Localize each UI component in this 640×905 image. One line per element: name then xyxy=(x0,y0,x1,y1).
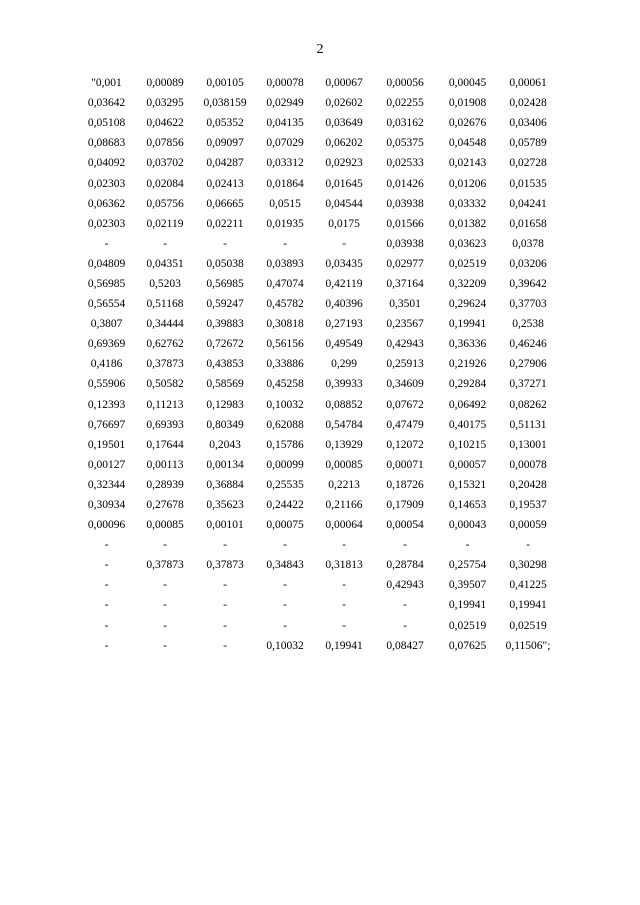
table-row xyxy=(78,435,558,455)
table-cell: - xyxy=(283,237,287,250)
table-cell: 0,36336 xyxy=(448,338,487,351)
table-cell: 0,69369 xyxy=(87,338,126,351)
table-cell: 0,39933 xyxy=(325,378,363,391)
table-cell: 0,00089 xyxy=(146,77,184,90)
table-cell: 0,01935 xyxy=(266,217,304,230)
table-cell: 0,02413 xyxy=(206,177,244,190)
table-cell: 0,03623 xyxy=(448,237,487,250)
table-cell: 0,37703 xyxy=(509,298,547,311)
table-cell: 0,05352 xyxy=(206,117,244,130)
table-cell: 0,00067 xyxy=(325,77,363,90)
table-cell: - xyxy=(283,619,287,632)
table-cell: 0,17644 xyxy=(146,438,184,451)
table-cell: 0,27193 xyxy=(325,318,363,331)
table-cell: 0,02255 xyxy=(386,97,424,110)
table-cell: 0,02303 xyxy=(87,217,126,230)
table-cell: - xyxy=(342,539,346,552)
table-cell: - xyxy=(104,237,109,250)
table-cell: - xyxy=(223,237,227,250)
table-cell: 0,12983 xyxy=(206,398,244,411)
table-cell: 0,24422 xyxy=(266,499,304,512)
table-cell: 0,13001 xyxy=(509,438,547,451)
values-table-body xyxy=(78,73,558,656)
table-cell: 0,00071 xyxy=(386,458,424,471)
table-cell: - xyxy=(223,639,227,652)
table-cell: 0,43853 xyxy=(206,358,244,371)
table-row xyxy=(78,274,558,294)
table-cell: 0,46246 xyxy=(509,338,547,351)
table-cell: 0,54784 xyxy=(325,418,363,431)
table-cell: 0,02676 xyxy=(448,117,487,130)
table-row xyxy=(78,234,558,254)
table-cell: 0,42943 xyxy=(386,579,424,592)
table-cell: 0,37873 xyxy=(206,559,244,572)
table-cell: 0,03162 xyxy=(386,117,424,130)
table-cell: 0,5203 xyxy=(149,277,181,290)
table-cell: 0,31813 xyxy=(325,559,363,572)
table-cell: 0,03893 xyxy=(266,257,304,270)
table-cell: 0,49549 xyxy=(325,338,363,351)
table-cell: 0,02428 xyxy=(509,97,547,110)
table-cell: 0,0378 xyxy=(512,237,544,250)
table-cell: 0,62088 xyxy=(266,418,304,431)
table-cell: 0,00085 xyxy=(325,458,363,471)
table-cell: 0,07856 xyxy=(146,137,184,150)
table-cell: 0,19941 xyxy=(448,318,487,331)
table-cell: 0,01566 xyxy=(386,217,424,230)
table-cell: 0,04351 xyxy=(146,257,184,270)
table-cell: - xyxy=(283,579,287,592)
table-cell: 0,00134 xyxy=(206,458,244,471)
table-cell: 0,23567 xyxy=(386,318,424,331)
table-cell: 0,34843 xyxy=(266,559,304,572)
table-cell: 0,04548 xyxy=(448,137,487,150)
table-cell: 0,0515 xyxy=(269,197,301,210)
table-cell: 0,00059 xyxy=(509,519,547,532)
table-cell: 0,04092 xyxy=(87,157,126,170)
table-cell: 0,07672 xyxy=(386,398,424,411)
table-cell: 0,42119 xyxy=(325,277,363,290)
table-cell: 0,00064 xyxy=(325,519,363,532)
table-cell: - xyxy=(104,639,109,652)
table-cell: 0,00075 xyxy=(266,519,304,532)
table-cell: 0,04622 xyxy=(146,117,184,130)
table-cell: 0,40396 xyxy=(325,298,363,311)
table-cell: 0,69393 xyxy=(146,418,184,431)
table-cell: 0,03649 xyxy=(325,117,363,130)
table-cell: 0,00099 xyxy=(266,458,304,471)
table-cell: 0,01426 xyxy=(386,177,424,190)
table-cell: 0,038159 xyxy=(203,97,247,110)
table-row xyxy=(78,595,558,615)
table-cell: - xyxy=(163,599,167,612)
table-cell: 0,05375 xyxy=(386,137,424,150)
table-cell: - xyxy=(104,559,109,572)
table-cell: 0,01206 xyxy=(448,177,487,190)
table-cell: - xyxy=(163,579,167,592)
table-cell: 0,08683 xyxy=(87,137,126,150)
table-cell: - xyxy=(526,539,530,552)
table-cell: 0,72672 xyxy=(206,338,244,351)
table-row xyxy=(78,334,558,354)
table-cell: 0,00085 xyxy=(146,519,184,532)
table-cell: 0,02303 xyxy=(87,177,126,190)
table-cell: - xyxy=(403,539,407,552)
table-cell: 0,62762 xyxy=(146,338,184,351)
table-row xyxy=(78,636,558,656)
table-cell: 0,47074 xyxy=(266,277,304,290)
table-cell: 0,01382 xyxy=(448,217,487,230)
table-cell: 0,45258 xyxy=(266,378,304,391)
table-row xyxy=(78,93,558,113)
table-cell: 0,07625 xyxy=(448,639,487,652)
table-cell: 0,18726 xyxy=(386,478,424,491)
table-cell: 0,36884 xyxy=(206,478,244,491)
table-cell: "0,001 xyxy=(91,77,122,90)
table-cell: 0,10215 xyxy=(448,438,487,451)
table-cell: 0,00043 xyxy=(448,519,487,532)
table-cell: 0,35623 xyxy=(206,499,244,512)
table-cell: 0,15786 xyxy=(266,438,304,451)
table-cell: 0,28939 xyxy=(146,478,184,491)
page-number: 2 xyxy=(316,42,324,57)
table-cell: 0,02084 xyxy=(146,177,184,190)
table-cell: 0,02519 xyxy=(509,619,547,632)
table-row xyxy=(78,133,558,153)
table-cell: 0,00078 xyxy=(266,77,304,90)
values-table xyxy=(78,73,558,656)
table-cell: 0,03435 xyxy=(325,257,363,270)
table-cell: 0,27678 xyxy=(146,499,184,512)
table-cell: 0,03332 xyxy=(448,197,487,210)
table-cell: 0,30934 xyxy=(87,499,126,512)
table-cell: 0,29624 xyxy=(448,298,487,311)
table-cell: 0,05756 xyxy=(146,197,184,210)
table-cell: 0,56554 xyxy=(87,298,126,311)
table-cell: 0,3807 xyxy=(90,318,123,331)
table-row xyxy=(78,575,558,595)
table-cell: 0,56985 xyxy=(206,277,244,290)
table-cell: 0,02119 xyxy=(146,217,184,230)
table-cell: - xyxy=(163,619,167,632)
table-cell: - xyxy=(342,579,346,592)
table-cell: - xyxy=(223,619,227,632)
table-cell: 0,02533 xyxy=(386,157,424,170)
table-row xyxy=(78,254,558,274)
table-cell: 0,58569 xyxy=(206,378,244,391)
table-cell: 0,00078 xyxy=(509,458,547,471)
table-cell: 0,01535 xyxy=(509,177,547,190)
table-cell: 0,01658 xyxy=(509,217,547,230)
table-cell: 0,04544 xyxy=(325,197,363,210)
table-cell: 0,19537 xyxy=(509,499,547,512)
table-cell: 0,02949 xyxy=(266,97,304,110)
table-row xyxy=(78,113,558,133)
table-cell: 0,00061 xyxy=(509,77,547,90)
table-cell: 0,03642 xyxy=(87,97,126,110)
table-cell: 0,32209 xyxy=(448,277,487,290)
table-cell: - xyxy=(342,619,346,632)
table-cell: 0,00113 xyxy=(146,458,184,471)
table-cell: 0,39507 xyxy=(448,579,487,592)
table-row xyxy=(78,314,558,334)
table-cell: 0,34609 xyxy=(386,378,424,391)
table-cell: 0,27906 xyxy=(509,358,547,371)
table-cell: 0,51168 xyxy=(146,298,184,311)
table-cell: 0,04135 xyxy=(266,117,304,130)
table-cell: 0,30298 xyxy=(509,559,547,572)
table-cell: 0,2043 xyxy=(209,438,241,451)
table-cell: - xyxy=(223,579,227,592)
table-cell: 0,25535 xyxy=(266,478,304,491)
table-cell: 0,29284 xyxy=(448,378,487,391)
table-cell: 0,02728 xyxy=(509,157,547,170)
table-cell: 0,02602 xyxy=(325,97,363,110)
table-cell: 0,2538 xyxy=(512,318,544,331)
table-cell: 0,00101 xyxy=(206,519,244,532)
table-cell: 0,56156 xyxy=(266,338,304,351)
table-cell: 0,21926 xyxy=(448,358,487,371)
table-cell: 0,14653 xyxy=(448,499,487,512)
table-cell: 0,50582 xyxy=(146,378,184,391)
table-cell: 0,03406 xyxy=(509,117,547,130)
table-cell: 0,17909 xyxy=(386,499,424,512)
table-cell: 0,25913 xyxy=(386,358,424,371)
table-cell: 0,39642 xyxy=(509,277,547,290)
table-cell: 0,37873 xyxy=(146,559,184,572)
table-cell: 0,00057 xyxy=(448,458,487,471)
table-cell: 0,80349 xyxy=(206,418,244,431)
table-cell: 0,03206 xyxy=(509,257,547,270)
table-cell: 0,51131 xyxy=(509,418,547,431)
table-cell: 0,37873 xyxy=(146,358,184,371)
table-cell: 0,2213 xyxy=(328,478,360,491)
table-cell: - xyxy=(283,539,287,552)
table-cell: 0,08262 xyxy=(509,398,547,411)
table-cell: - xyxy=(104,599,109,612)
table-cell: - xyxy=(163,539,167,552)
table-row xyxy=(78,194,558,214)
table-row xyxy=(78,73,558,93)
table-cell: 0,02519 xyxy=(448,619,487,632)
table-cell: 0,04809 xyxy=(87,257,126,270)
table-row xyxy=(78,415,558,435)
table-cell: 0,00096 xyxy=(87,519,126,532)
table-cell: 0,08427 xyxy=(386,639,424,652)
table-cell: - xyxy=(283,599,287,612)
table-row xyxy=(78,294,558,314)
table-cell: 0,02519 xyxy=(448,257,487,270)
table-cell: 0,03702 xyxy=(146,157,184,170)
table-cell: 0,19501 xyxy=(87,438,126,451)
table-cell: 0,02211 xyxy=(206,217,244,230)
table-row xyxy=(78,475,558,495)
table-cell: 0,37271 xyxy=(509,378,547,391)
table-cell: 0,02143 xyxy=(448,157,487,170)
table-row xyxy=(78,214,558,234)
table-row xyxy=(78,395,558,415)
table-cell: 0,40175 xyxy=(448,418,487,431)
table-cell: 0,33886 xyxy=(266,358,304,371)
table-cell: - xyxy=(403,599,407,612)
table-cell: 0,3501 xyxy=(389,298,421,311)
table-row xyxy=(78,555,558,575)
table-cell: 0,41225 xyxy=(509,579,547,592)
table-cell: - xyxy=(342,237,346,250)
table-cell: 0,09097 xyxy=(206,137,244,150)
table-cell: 0,37164 xyxy=(386,277,424,290)
table-cell: 0,45782 xyxy=(266,298,304,311)
table-cell: - xyxy=(104,539,109,552)
table-row xyxy=(78,455,558,475)
table-cell: 0,30818 xyxy=(266,318,304,331)
table-cell: - xyxy=(465,539,470,552)
table-cell: 0,01908 xyxy=(448,97,487,110)
table-row xyxy=(78,153,558,173)
table-cell: 0,34444 xyxy=(146,318,184,331)
table-cell: 0,04241 xyxy=(509,197,547,210)
table-cell: 0,02923 xyxy=(325,157,363,170)
table-cell: 0,28784 xyxy=(386,559,424,572)
table-cell: 0,03938 xyxy=(386,237,424,250)
table-cell: 0,56985 xyxy=(87,277,126,290)
table-cell: 0,11213 xyxy=(146,398,184,411)
table-cell: 0,25754 xyxy=(448,559,487,572)
table-row xyxy=(78,515,558,535)
table-cell: 0,55906 xyxy=(87,378,126,391)
table-cell: - xyxy=(163,237,167,250)
table-cell: 0,19941 xyxy=(448,599,487,612)
table-cell: 0,4186 xyxy=(90,358,123,371)
table-cell: 0,06665 xyxy=(206,197,244,210)
table-cell: 0,08852 xyxy=(325,398,363,411)
table-cell: 0,32344 xyxy=(87,478,126,491)
table-cell: 0,13929 xyxy=(325,438,363,451)
table-cell: 0,21166 xyxy=(325,499,363,512)
table-cell: 0,05038 xyxy=(206,257,244,270)
table-cell: 0,10032 xyxy=(266,398,304,411)
table-row xyxy=(78,535,558,555)
table-cell: 0,00127 xyxy=(87,458,126,471)
table-cell: 0,04287 xyxy=(206,157,244,170)
table-cell: 0,06202 xyxy=(325,137,363,150)
table-cell: 0,01645 xyxy=(325,177,363,190)
table-row xyxy=(78,354,558,374)
table-cell: 0,00056 xyxy=(386,77,424,90)
table-cell: 0,00105 xyxy=(206,77,244,90)
table-cell: 0,15321 xyxy=(448,478,487,491)
table-cell: 0,11506"; xyxy=(505,639,551,652)
table-cell: 0,05789 xyxy=(509,137,547,150)
table-cell: - xyxy=(223,539,227,552)
table-cell: 0,39883 xyxy=(206,318,244,331)
table-cell: 0,12072 xyxy=(386,438,424,451)
table-row xyxy=(78,173,558,193)
table-cell: - xyxy=(342,599,346,612)
table-cell: 0,0175 xyxy=(328,217,360,230)
table-cell: 0,00045 xyxy=(448,77,487,90)
table-cell: 0,07029 xyxy=(266,137,304,150)
table-cell: 0,03938 xyxy=(386,197,424,210)
table-cell: - xyxy=(104,579,109,592)
table-cell: 0,12393 xyxy=(87,398,126,411)
table-cell: 0,47479 xyxy=(386,418,424,431)
table-cell: 0,06362 xyxy=(87,197,126,210)
table-cell: 0,02977 xyxy=(386,257,424,270)
table-cell: 0,03312 xyxy=(266,157,304,170)
table-cell: 0,19941 xyxy=(509,599,547,612)
table-cell: 0,01864 xyxy=(266,177,304,190)
table-row xyxy=(78,374,558,394)
table-cell: 0,299 xyxy=(331,358,357,371)
table-row xyxy=(78,495,558,515)
table-cell: 0,20428 xyxy=(509,478,547,491)
table-cell: 0,59247 xyxy=(206,298,244,311)
table-cell: 0,10032 xyxy=(266,639,304,652)
table-cell: 0,42943 xyxy=(386,338,424,351)
table-cell: - xyxy=(403,619,407,632)
table-cell: 0,03295 xyxy=(146,97,184,110)
table-cell: 0,19941 xyxy=(325,639,363,652)
table-row xyxy=(78,616,558,636)
table-cell: - xyxy=(223,599,227,612)
table-cell: 0,05108 xyxy=(87,117,126,130)
table-cell: - xyxy=(163,639,167,652)
table-cell: 0,06492 xyxy=(448,398,487,411)
table-cell: 0,00054 xyxy=(386,519,424,532)
table-cell: 0,76697 xyxy=(87,418,126,431)
table-cell: - xyxy=(104,619,109,632)
